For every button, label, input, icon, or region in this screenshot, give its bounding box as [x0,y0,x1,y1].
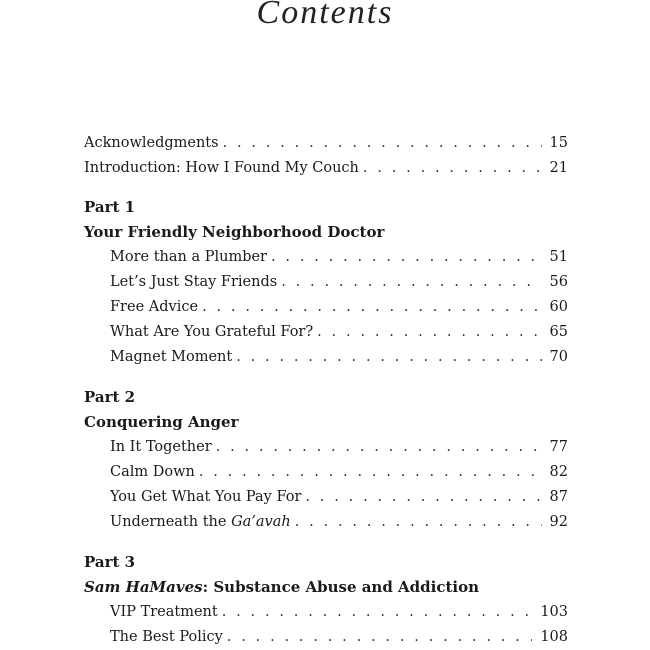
dot-leader [227,625,533,650]
entry-title: More than a Plumber [110,249,267,265]
entry-page-number: 15 [549,135,568,151]
toc-entry-underneath-the-gaavah[interactable] [110,510,568,535]
toc-entry-calm-down[interactable] [110,460,568,485]
entry-page-number: 70 [549,349,568,365]
toc-entry-the-best-policy[interactable] [110,625,568,650]
toc-entry-more-than-a-plumber[interactable] [110,245,568,270]
entry-title [110,510,295,535]
part-1-label: Part 1 [84,198,136,216]
part-3-title-italic: Sam HaMaves [84,578,203,596]
entry-title-prefix: Underneath the [110,514,232,530]
entry-title: In It Together [110,439,212,455]
toc-entry-introduction[interactable] [84,156,568,181]
part-2-label: Part 2 [84,388,136,406]
table-of-contents [84,131,568,650]
entry-title: The Best Policy [110,629,223,645]
entry-title: VIP Treatment [110,604,218,620]
entry-page-number: 65 [549,324,568,340]
toc-entry-free-advice[interactable] [110,295,568,320]
entry-title: What Are You Grateful For? [110,324,314,340]
page-title: Contents [256,0,394,31]
entry-page-number: 51 [549,249,568,265]
part-1-title: Your Friendly Neighborhood Doctor [84,223,385,241]
entry-page-number: 56 [549,274,568,290]
entry-page-number: 103 [540,604,568,620]
toc-entry-what-are-you-grateful-for[interactable] [110,320,568,345]
entry-page-number: 92 [549,514,568,530]
entry-page-number: 87 [549,489,568,505]
dot-leader [222,600,533,625]
dot-leader [271,245,542,270]
dot-leader [281,270,541,295]
dot-leader [317,320,541,345]
entry-page-number: 60 [549,299,568,315]
entry-title: Free Advice [110,299,199,315]
entry-page-number: 82 [549,464,568,480]
dot-leader [223,131,542,156]
entry-page-number: 21 [549,160,568,176]
entry-title: Acknowledgments [84,135,219,151]
entry-title-italic: Ga’avah [231,514,291,530]
entry-title: Magnet Moment [110,349,233,365]
toc-entry-acknowledgments[interactable] [84,131,568,156]
entry-page-number: 108 [540,629,568,645]
part-2-title: Conquering Anger [84,413,239,431]
dot-leader [363,156,542,181]
dot-leader [199,460,542,485]
entry-title: Calm Down [110,464,195,480]
entry-title: Let’s Just Stay Friends [110,274,278,290]
entry-title: You Get What You Pay For [110,489,302,505]
dot-leader [202,295,541,320]
entry-title: Introduction: How I Found My Couch [84,160,359,176]
toc-entry-vip-treatment[interactable] [110,600,568,625]
toc-entry-magnet-moment[interactable] [110,345,568,370]
dot-leader [305,485,541,510]
part-3-title [84,575,568,600]
toc-entry-lets-just-stay-friends[interactable] [110,270,568,295]
part-3-label: Part 3 [84,553,136,571]
entry-page-number: 77 [549,439,568,455]
dot-leader [295,510,542,535]
dot-leader [216,435,542,460]
dot-leader [236,345,541,370]
toc-entry-you-get-what-you-pay-for[interactable] [110,485,568,510]
toc-entry-in-it-together[interactable] [110,435,568,460]
part-3-title-rest: : Substance Abuse and Addiction [202,578,480,596]
